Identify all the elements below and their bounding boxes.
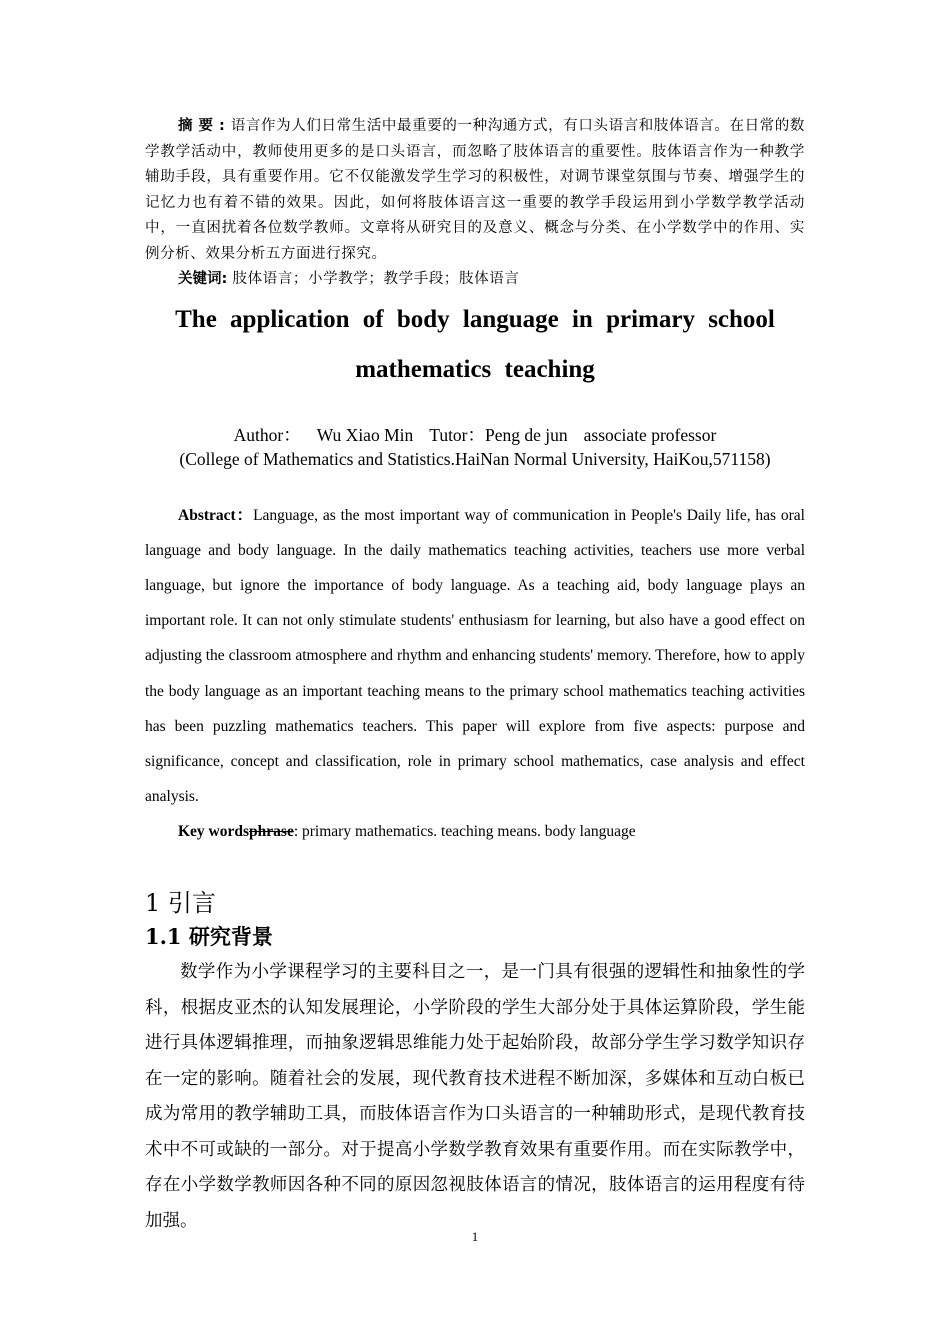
english-keywords-struck-text: phrase [249,823,294,841]
english-title-line-2: mathematics teaching [355,355,595,383]
page-number: 1 [471,1229,479,1244]
english-keywords [145,814,805,849]
body-paragraph: 数学作为小学课程学习的主要科目之一，是一门具有很强的逻辑性和抽象性的学科，根据皮亚杰的认知发展理论，小学阶段的学生大部分处于具体运算阶段，学生能进行具体逻辑推理，而抽象逻辑思维能力处于起始阶段，故部分学生学习数学知识存在一定的影响。随着社会的发展，现代教育技术进程不断加深，多媒体和互动白板已成为常用的教学辅助工具，而肢体语言作为口头语言的一种辅助形式，是现代教育技术中不可或缺的一部分。对于提高小学数学教育效果有重要作用。而在实际教学中，存在小学数学教师因各种不同的原因忽视肢体语言的情况，肢体语言的运用程度有待加强。 [145,962,805,1231]
chinese-abstract-text: 语言作为人们日常生活中最重要的一种沟通方式，有口头语言和肢体语言。在日常的数学教学活动中，教师使用更多的是口头语言，而忽略了肢体语言的重要性。肢体语言作为一种教学辅助手段，具有重要作用。它不仅能激发学生学习的积极性，对调节课堂氛围与节奏、增强学生的记忆力也有着不错的效果。因此，如何将肢体语言这一重要的教学手段运用到小学数学教学活动中，一直困扰着各位数学教师。文章将从研究目的及意义、概念与分类、在小学数学中的作用、实例分析、效果分析五方面进行探究。 [145,118,805,262]
author-label: Author： [233,424,301,445]
tutor-title: associate professor [583,424,717,445]
english-title-line-1: The application of body language in primary school [175,305,775,333]
chinese-abstract-label: 摘要: [178,118,231,134]
tutor-name: Peng de jun [485,424,568,445]
author-line [145,423,805,447]
english-abstract [145,498,805,815]
paper-page [145,114,805,1239]
english-keywords-text: : primary mathematics. teaching means. body language [293,823,636,841]
subsection-heading: 1.1 研究背景 [145,924,273,950]
english-keywords-label: Key words [178,823,250,841]
english-abstract-label: Abstract： [178,506,254,524]
chinese-keywords-text: 肢体语言；小学教学；教学手段；肢体语言 [227,271,520,287]
section-heading: 1 引言 [145,889,216,918]
chinese-abstract [145,114,805,267]
author-name: Wu Xiao Min [316,424,414,445]
chinese-keywords [145,267,805,293]
english-abstract-text: Language, as the most important way of communication in People's Daily life, has oral language and body language. In the daily mathematics teaching activities, teachers use more verbal language, but ignore the importance of body language. As a teaching aid, body language plays an important role. It can not only stimulate students' enthusiasm for learning, but also have a good effect on adjusting the classroom atmosphere and rhythm and enhancing students' memory. Therefore, how to apply the body language as an important teaching means to the primary school mathematics teaching activities has been puzzling mathematics teachers. This paper will explore from five aspects: purpose and significance, concept and classification, role in primary school mathematics, case analysis and effect analysis. [145,506,805,806]
chinese-keywords-label: 关键词: [178,271,228,287]
tutor-label: Tutor： [429,424,486,445]
affiliation: (College of Mathematics and Statistics.HaiNan Normal University, HaiKou,571158) [179,448,771,469]
english-title [145,295,805,395]
